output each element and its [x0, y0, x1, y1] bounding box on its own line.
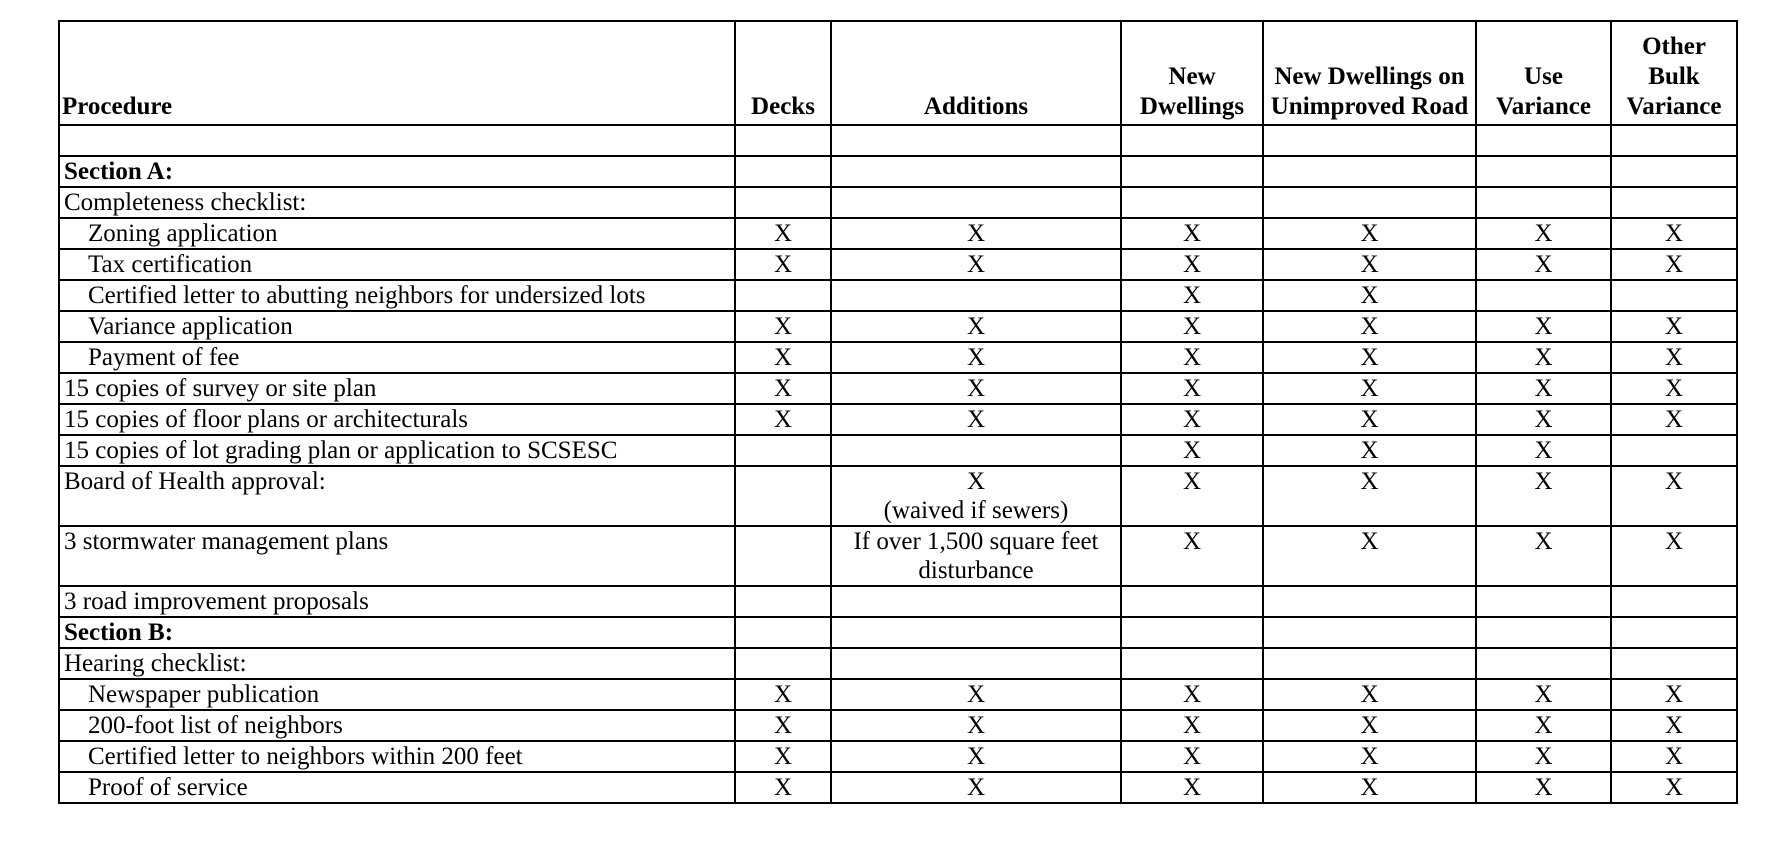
cell-decks — [735, 648, 831, 679]
cell-decks: X — [735, 342, 831, 373]
cell-additions: X — [831, 741, 1121, 772]
procedure-label: Completeness checklist: — [59, 187, 735, 218]
cell-new-dwellings-unimproved-road: X — [1263, 280, 1476, 311]
cell-new-dwellings-unimproved-road — [1263, 617, 1476, 648]
cell-use-variance: X — [1476, 249, 1611, 280]
procedure-label: Section B: — [59, 617, 735, 648]
procedure-label: 3 road improvement proposals — [59, 586, 735, 617]
cell-other-bulk-variance: X — [1611, 466, 1737, 526]
cell-text-line: (waived if sewers) — [883, 497, 1069, 524]
procedure-checklist-table — [58, 20, 1738, 804]
table-row — [59, 741, 1737, 772]
procedure-label: Payment of fee — [59, 342, 735, 373]
cell-new-dwellings: X — [1121, 249, 1263, 280]
cell-other-bulk-variance: X — [1611, 741, 1737, 772]
cell-other-bulk-variance: X — [1611, 249, 1737, 280]
header-procedure: Procedure — [59, 21, 735, 125]
procedure-label: Certified letter to abutting neighbors for undersized lots — [59, 280, 735, 311]
cell-decks — [735, 617, 831, 648]
cell-decks — [735, 187, 831, 218]
cell-use-variance: X — [1476, 435, 1611, 466]
cell-additions — [831, 125, 1121, 156]
cell-use-variance: X — [1476, 466, 1611, 526]
procedure-label — [59, 125, 735, 156]
cell-other-bulk-variance: X — [1611, 311, 1737, 342]
cell-decks: X — [735, 679, 831, 710]
cell-new-dwellings: X — [1121, 710, 1263, 741]
procedure-label: 200-foot list of neighbors — [59, 710, 735, 741]
table-row — [59, 526, 1737, 586]
cell-new-dwellings-unimproved-road: X — [1263, 679, 1476, 710]
procedure-label: 15 copies of floor plans or architecturals — [59, 404, 735, 435]
cell-other-bulk-variance — [1611, 586, 1737, 617]
cell-new-dwellings-unimproved-road: X — [1263, 710, 1476, 741]
cell-new-dwellings: X — [1121, 342, 1263, 373]
procedure-label: 3 stormwater management plans — [59, 526, 735, 586]
cell-other-bulk-variance — [1611, 156, 1737, 187]
procedure-label: Hearing checklist: — [59, 648, 735, 679]
cell-new-dwellings-unimproved-road — [1263, 187, 1476, 218]
cell-additions — [831, 435, 1121, 466]
header-use-variance: Use Variance — [1476, 21, 1611, 125]
cell-other-bulk-variance: X — [1611, 772, 1737, 803]
cell-new-dwellings-unimproved-road: X — [1263, 435, 1476, 466]
cell-new-dwellings: X — [1121, 772, 1263, 803]
cell-use-variance: X — [1476, 772, 1611, 803]
cell-other-bulk-variance — [1611, 187, 1737, 218]
cell-use-variance — [1476, 617, 1611, 648]
cell-use-variance — [1476, 280, 1611, 311]
cell-other-bulk-variance: X — [1611, 342, 1737, 373]
cell-additions — [831, 466, 1121, 526]
cell-use-variance — [1476, 156, 1611, 187]
table-row — [59, 311, 1737, 342]
cell-new-dwellings: X — [1121, 218, 1263, 249]
table-body — [59, 125, 1737, 803]
cell-new-dwellings-unimproved-road — [1263, 125, 1476, 156]
cell-additions: X — [831, 373, 1121, 404]
cell-decks — [735, 466, 831, 526]
cell-use-variance — [1476, 125, 1611, 156]
header-decks: Decks — [735, 21, 831, 125]
cell-other-bulk-variance — [1611, 280, 1737, 311]
cell-additions: If over 1,500 square feet disturbance — [831, 526, 1121, 586]
cell-new-dwellings-unimproved-road — [1263, 156, 1476, 187]
header-additions: Additions — [831, 21, 1121, 125]
cell-new-dwellings-unimproved-road: X — [1263, 373, 1476, 404]
cell-decks: X — [735, 710, 831, 741]
cell-use-variance: X — [1476, 311, 1611, 342]
cell-additions: X — [831, 404, 1121, 435]
cell-other-bulk-variance: X — [1611, 404, 1737, 435]
cell-new-dwellings: X — [1121, 741, 1263, 772]
cell-additions: X — [831, 249, 1121, 280]
header-row — [59, 21, 1737, 125]
cell-new-dwellings-unimproved-road — [1263, 586, 1476, 617]
cell-use-variance — [1476, 187, 1611, 218]
procedure-label: Section A: — [59, 156, 735, 187]
cell-additions — [831, 280, 1121, 311]
cell-decks — [735, 435, 831, 466]
cell-other-bulk-variance — [1611, 435, 1737, 466]
cell-new-dwellings: X — [1121, 280, 1263, 311]
cell-new-dwellings — [1121, 156, 1263, 187]
cell-additions: X — [831, 710, 1121, 741]
cell-new-dwellings: X — [1121, 435, 1263, 466]
cell-decks: X — [735, 741, 831, 772]
cell-decks: X — [735, 772, 831, 803]
cell-new-dwellings: X — [1121, 466, 1263, 526]
cell-additions — [831, 586, 1121, 617]
cell-new-dwellings — [1121, 648, 1263, 679]
cell-new-dwellings — [1121, 187, 1263, 218]
cell-use-variance — [1476, 586, 1611, 617]
cell-use-variance — [1476, 648, 1611, 679]
table-row — [59, 710, 1737, 741]
cell-other-bulk-variance: X — [1611, 218, 1737, 249]
procedure-label: Tax certification — [59, 249, 735, 280]
table-row — [59, 373, 1737, 404]
header-new-dwellings: New Dwellings — [1121, 21, 1263, 125]
cell-new-dwellings: X — [1121, 373, 1263, 404]
cell-decks: X — [735, 404, 831, 435]
cell-other-bulk-variance: X — [1611, 710, 1737, 741]
cell-new-dwellings-unimproved-road: X — [1263, 249, 1476, 280]
cell-decks: X — [735, 218, 831, 249]
cell-additions: X — [831, 311, 1121, 342]
cell-decks: X — [735, 249, 831, 280]
cell-text-line: X — [966, 468, 986, 495]
table-row — [59, 617, 1737, 648]
cell-other-bulk-variance — [1611, 648, 1737, 679]
cell-use-variance: X — [1476, 741, 1611, 772]
cell-decks — [735, 280, 831, 311]
table-row — [59, 466, 1737, 526]
procedure-label: Proof of service — [59, 772, 735, 803]
cell-additions: X — [831, 342, 1121, 373]
cell-use-variance: X — [1476, 404, 1611, 435]
cell-decks — [735, 125, 831, 156]
cell-decks: X — [735, 311, 831, 342]
cell-new-dwellings-unimproved-road: X — [1263, 526, 1476, 586]
cell-new-dwellings: X — [1121, 526, 1263, 586]
procedure-label: Zoning application — [59, 218, 735, 249]
cell-other-bulk-variance — [1611, 617, 1737, 648]
cell-other-bulk-variance: X — [1611, 679, 1737, 710]
cell-additions — [831, 648, 1121, 679]
cell-use-variance: X — [1476, 526, 1611, 586]
procedure-label: 15 copies of survey or site plan — [59, 373, 735, 404]
cell-new-dwellings: X — [1121, 311, 1263, 342]
table-row — [59, 404, 1737, 435]
table-row — [59, 679, 1737, 710]
cell-new-dwellings — [1121, 586, 1263, 617]
cell-additions: X — [831, 772, 1121, 803]
table-row — [59, 586, 1737, 617]
cell-additions: X — [831, 679, 1121, 710]
header-new-dwellings-unimproved-road: New Dwellings on Unimproved Road — [1263, 21, 1476, 125]
procedure-label: Newspaper publication — [59, 679, 735, 710]
procedure-label: 15 copies of lot grading plan or application to SCSESC — [59, 435, 735, 466]
cell-new-dwellings: X — [1121, 679, 1263, 710]
cell-decks — [735, 586, 831, 617]
cell-new-dwellings: X — [1121, 404, 1263, 435]
cell-new-dwellings — [1121, 617, 1263, 648]
procedure-label: Certified letter to neighbors within 200 feet — [59, 741, 735, 772]
cell-new-dwellings-unimproved-road: X — [1263, 404, 1476, 435]
cell-new-dwellings-unimproved-road: X — [1263, 311, 1476, 342]
cell-use-variance: X — [1476, 342, 1611, 373]
table-row — [59, 435, 1737, 466]
cell-use-variance: X — [1476, 373, 1611, 404]
table-row — [59, 187, 1737, 218]
cell-new-dwellings-unimproved-road: X — [1263, 342, 1476, 373]
table-row — [59, 125, 1737, 156]
cell-other-bulk-variance — [1611, 125, 1737, 156]
cell-new-dwellings-unimproved-road: X — [1263, 218, 1476, 249]
table-row — [59, 772, 1737, 803]
procedure-label: Board of Health approval: — [59, 466, 735, 526]
cell-new-dwellings — [1121, 125, 1263, 156]
cell-other-bulk-variance: X — [1611, 526, 1737, 586]
cell-new-dwellings-unimproved-road — [1263, 648, 1476, 679]
cell-other-bulk-variance: X — [1611, 373, 1737, 404]
cell-use-variance: X — [1476, 710, 1611, 741]
table-row — [59, 648, 1737, 679]
cell-additions: X — [831, 218, 1121, 249]
header-other-bulk-variance: Other Bulk Variance — [1611, 21, 1737, 125]
cell-new-dwellings-unimproved-road: X — [1263, 466, 1476, 526]
cell-decks — [735, 526, 831, 586]
cell-use-variance: X — [1476, 679, 1611, 710]
cell-additions — [831, 187, 1121, 218]
table-row — [59, 249, 1737, 280]
procedure-label: Variance application — [59, 311, 735, 342]
cell-new-dwellings-unimproved-road: X — [1263, 772, 1476, 803]
cell-additions — [831, 156, 1121, 187]
cell-decks: X — [735, 373, 831, 404]
cell-additions — [831, 617, 1121, 648]
cell-decks — [735, 156, 831, 187]
table-row — [59, 218, 1737, 249]
table-row — [59, 156, 1737, 187]
cell-new-dwellings-unimproved-road: X — [1263, 741, 1476, 772]
table-row — [59, 342, 1737, 373]
cell-use-variance: X — [1476, 218, 1611, 249]
table-row — [59, 280, 1737, 311]
